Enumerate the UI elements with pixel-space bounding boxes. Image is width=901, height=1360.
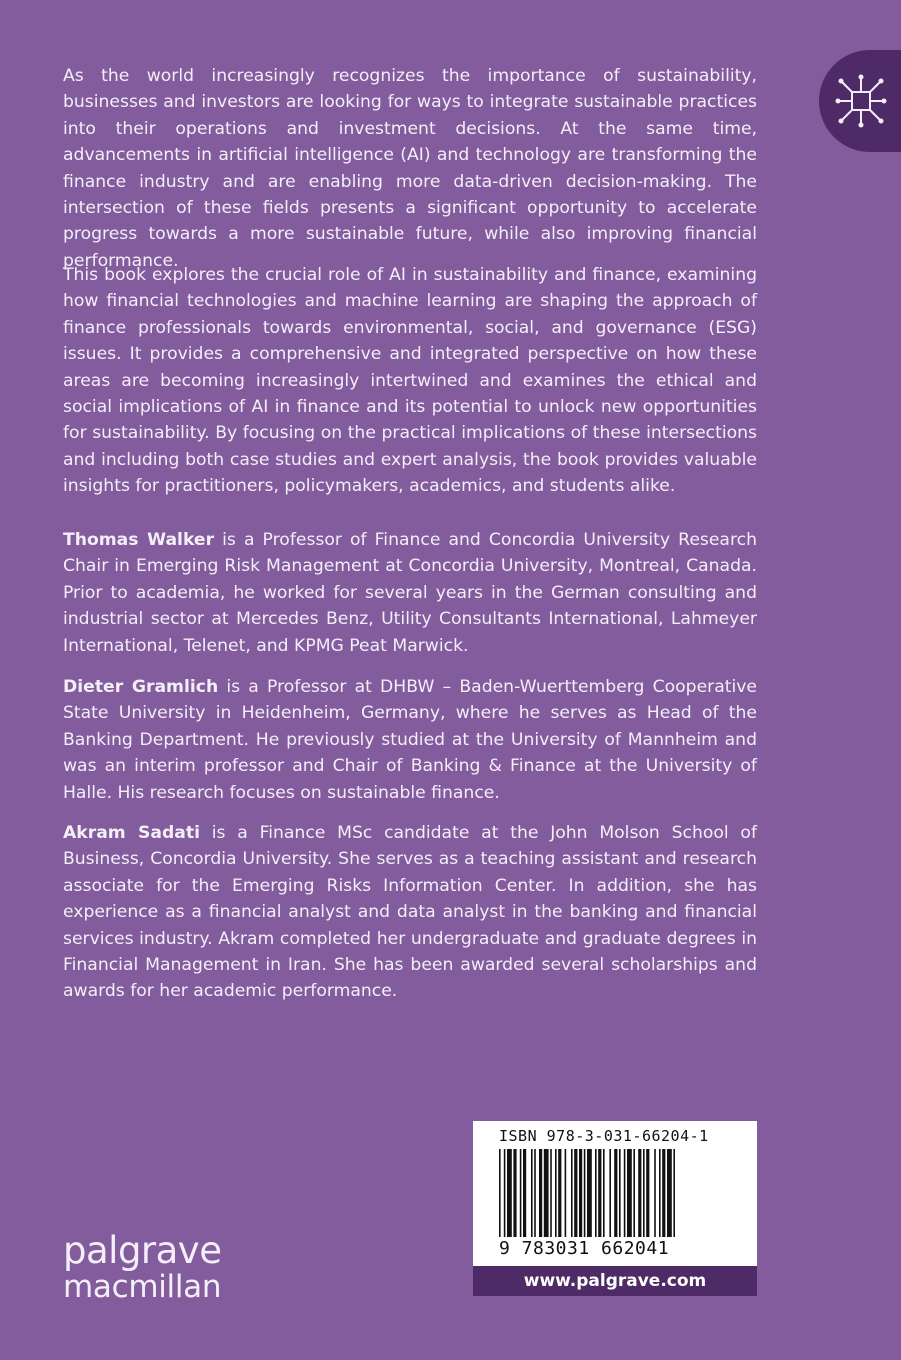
barcode-bar	[574, 1149, 577, 1237]
barcode-bar	[643, 1149, 645, 1237]
blurb-text-2: This book explores the crucial role of AI in sustainability and finance, examining how financial technologies and machine learning are shaping the approach of finance professionals towards environmental, social, and governance (ESG) issues. It provides a comprehensive and integrated perspective on how these areas are becoming increasingly intertwined and examines the ethical and social implications of AI in finance and its potential to unlock new opportunities for sustainability. By focusing on the practical implications of these intersections and including both case studies and expert analysis, the book provides valuable insights for practitioners, policymakers, academics, and students alike.	[63, 265, 757, 497]
barcode-bar	[513, 1149, 516, 1237]
barcode-bar	[555, 1149, 557, 1237]
barcode-bar	[584, 1149, 586, 1237]
author-bio-text: is a Finance MSc candidate at the John Molson School of Business, Concordia University. She serves as a teaching assistant and research associate for the Emerging Risks Information Center. In addition, she has experience as a financial analyst and data analyst in the banking and financial services industry. Akram completed her undergraduate and graduate degrees in Financial Management in Iran. She has been awarded several scholarships and awards for her academic performance.	[63, 823, 758, 1002]
barcode-bar	[539, 1149, 542, 1237]
barcode-bar	[595, 1149, 597, 1237]
barcode-bar	[507, 1149, 512, 1237]
isbn-barcode-block	[473, 1121, 757, 1296]
blurb-paragraph-2	[63, 262, 757, 500]
barcode-bar	[523, 1149, 526, 1237]
barcode-bar	[624, 1149, 626, 1237]
barcode-bar	[633, 1149, 635, 1237]
barcode-bar	[646, 1149, 649, 1237]
barcode-bar	[603, 1149, 605, 1237]
barcode-bar	[558, 1149, 561, 1237]
barcode-bar	[638, 1149, 641, 1237]
blurb-paragraph-1	[63, 63, 757, 274]
series-badge	[819, 50, 901, 152]
logo-palgrave: palgrave	[63, 1229, 222, 1272]
barcode-bar	[544, 1149, 549, 1237]
publisher-url: www.palgrave.com	[473, 1266, 757, 1296]
barcode-bar	[534, 1149, 536, 1237]
network-node-icon	[835, 73, 887, 129]
blurb-text-1: As the world increasingly recognizes the importance of sustainability, businesses and investors are looking for ways to integrate sustainable practices into their operations and investment decisions. At the same time, advancements in artificial intelligence (AI) and technology are transforming the finance industry and are enabling more data-driven decision-making. The intersection of these fields presents a significant opportunity to accelerate progress towards a more sustainable future, while also improving financial performance.	[63, 66, 757, 271]
barcode-bar	[598, 1149, 601, 1237]
isbn-label: ISBN 978-3-031-66204-1	[499, 1127, 709, 1145]
barcode-digits: 9 783031 662041	[499, 1238, 670, 1259]
author-name: Dieter Gramlich	[63, 677, 219, 697]
barcode-bar	[531, 1149, 533, 1237]
barcode-bar	[609, 1149, 611, 1237]
barcode-bar	[571, 1149, 573, 1237]
barcode-bar	[619, 1149, 621, 1237]
author-bio-sadati	[63, 820, 757, 1005]
author-name: Thomas Walker	[63, 530, 215, 550]
barcode-bar	[662, 1149, 665, 1237]
palgrave-macmillan-logo	[63, 1229, 222, 1305]
barcode-bar	[587, 1149, 592, 1237]
barcode-bar	[579, 1149, 582, 1237]
barcode-bar	[550, 1149, 552, 1237]
barcode-bar	[565, 1149, 567, 1237]
logo-macmillan: macmillan	[63, 1269, 222, 1305]
barcode-bar	[499, 1149, 501, 1237]
barcode-bar	[654, 1149, 656, 1237]
author-bio-text: is a Professor of Finance and Concordia University Research Chair in Emerging Risk Management at Concordia University, Montreal, Canada. Prior to academia, he worked for several years in the German consulting and industrial sector at Mercedes Benz, Utility Consultants International, Lahmeyer International, Telenet, and KPMG Peat Marwick.	[63, 530, 757, 656]
author-bio-text: is a Professor at DHBW – Baden-Wuerttemberg Cooperative State University in Heidenheim, Germany, where he serves as Head of the Banking Department. He previously studied at the University of Mannheim and was an interim professor and Chair of Banking & Finance at the University of Halle. His research focuses on sustainable finance.	[63, 677, 758, 803]
author-bio-walker	[63, 527, 757, 659]
barcode-bar	[673, 1149, 675, 1237]
barcode-bar	[520, 1149, 522, 1237]
barcode-bar	[627, 1149, 632, 1237]
barcode-bar	[659, 1149, 661, 1237]
barcode-bar	[667, 1149, 672, 1237]
barcode-bar	[614, 1149, 617, 1237]
author-bio-gramlich	[63, 674, 757, 806]
author-name: Akram Sadati	[63, 823, 200, 843]
barcode-bar	[504, 1149, 506, 1237]
